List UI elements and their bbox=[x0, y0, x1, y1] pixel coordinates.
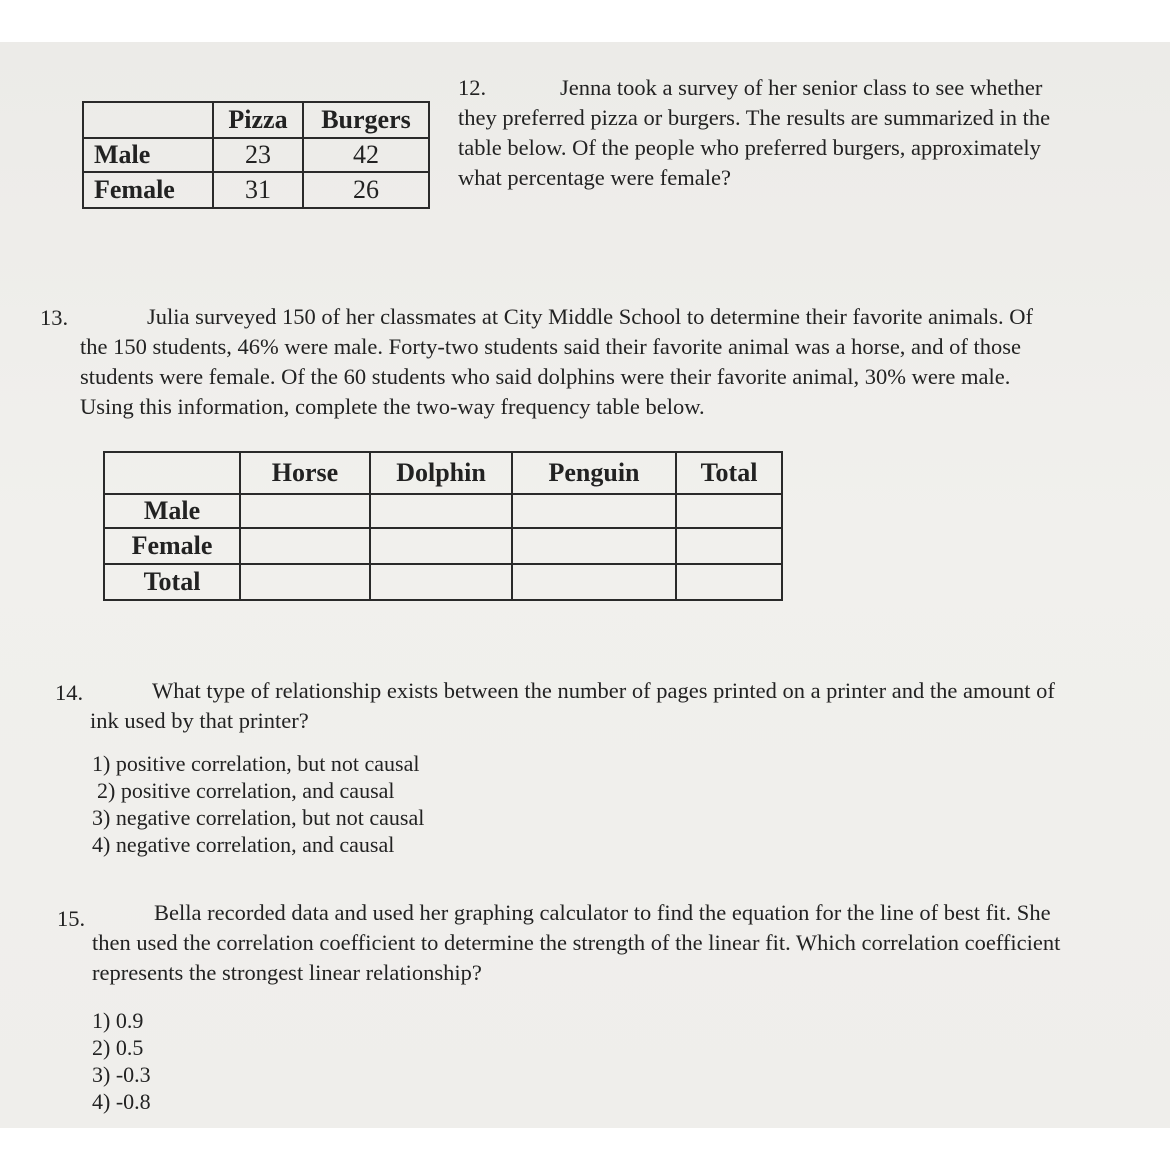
q12-line: what percentage were female? bbox=[458, 165, 731, 190]
q14-line: ink used by that printer? bbox=[90, 708, 309, 733]
q12-line: Jenna took a survey of her senior class to see whether bbox=[560, 75, 1043, 100]
q15-line: Bella recorded data and used her graphing calculator to find the equation for the line of best fit. She bbox=[154, 900, 1051, 925]
q13-line: the 150 students, 46% were male. Forty-two students said their favorite animal was a horse, and of those bbox=[80, 334, 1022, 359]
blank-cell[interactable] bbox=[676, 564, 782, 600]
q13-line: Using this information, complete the two-way frequency table below. bbox=[80, 394, 705, 419]
table-row bbox=[83, 102, 429, 138]
table-row bbox=[83, 138, 429, 172]
q12-number: 12. bbox=[458, 75, 487, 100]
animal-frequency-table bbox=[103, 451, 783, 601]
blank-cell[interactable] bbox=[676, 494, 782, 528]
row-label-male: Male bbox=[104, 494, 240, 528]
table-header-pizza: Pizza bbox=[213, 102, 303, 138]
q14-line: What type of relationship exists between the number of pages printed on a printer and the amount of bbox=[152, 678, 1055, 703]
cell-female-pizza: 31 bbox=[213, 172, 303, 208]
q12-table-wrap bbox=[82, 101, 430, 209]
table-row bbox=[104, 564, 782, 600]
table-header-blank bbox=[83, 102, 213, 138]
cell-male-burgers: 42 bbox=[303, 138, 429, 172]
q13-number: 13. bbox=[40, 305, 69, 330]
blank-cell[interactable] bbox=[512, 528, 676, 564]
cell-male-pizza: 23 bbox=[213, 138, 303, 172]
choice-1[interactable]: 1) 0.9 bbox=[92, 1008, 144, 1033]
table-header-penguin: Penguin bbox=[512, 452, 676, 494]
q15-text bbox=[92, 898, 1142, 988]
row-label-male: Male bbox=[83, 138, 213, 172]
choice-3[interactable]: 3) -0.3 bbox=[92, 1062, 151, 1087]
row-label-female: Female bbox=[83, 172, 213, 208]
cell-female-burgers: 26 bbox=[303, 172, 429, 208]
row-label-female: Female bbox=[104, 528, 240, 564]
q15-choices bbox=[92, 1007, 151, 1115]
table-row bbox=[104, 528, 782, 564]
blank-cell[interactable] bbox=[370, 528, 512, 564]
table-header-horse: Horse bbox=[240, 452, 370, 494]
q15-line: represents the strongest linear relationship? bbox=[92, 960, 482, 985]
blank-cell[interactable] bbox=[240, 564, 370, 600]
q12-text bbox=[458, 73, 1138, 193]
choice-4[interactable]: 4) negative correlation, and causal bbox=[92, 832, 395, 857]
q12-line: table below. Of the people who preferred burgers, approximately bbox=[458, 135, 1041, 160]
blank-cell[interactable] bbox=[240, 528, 370, 564]
q12-line: they preferred pizza or burgers. The results are summarized in the bbox=[458, 105, 1051, 130]
table-header-burgers: Burgers bbox=[303, 102, 429, 138]
q13-line: students were female. Of the 60 students who said dolphins were their favorite animal, 30% were male. bbox=[80, 364, 1011, 389]
blank-cell[interactable] bbox=[676, 528, 782, 564]
q15-number: 15. bbox=[57, 906, 86, 931]
choice-2[interactable]: 2) 0.5 bbox=[92, 1035, 144, 1060]
table-header-total: Total bbox=[676, 452, 782, 494]
blank-cell[interactable] bbox=[512, 564, 676, 600]
choice-2[interactable]: 2) positive correlation, and causal bbox=[97, 778, 395, 803]
q14-text bbox=[90, 676, 1140, 736]
table-row bbox=[104, 494, 782, 528]
q14-choices bbox=[92, 750, 424, 858]
choice-4[interactable]: 4) -0.8 bbox=[92, 1089, 151, 1114]
q13-table-wrap bbox=[103, 451, 783, 601]
choice-1[interactable]: 1) positive correlation, but not causal bbox=[92, 751, 420, 776]
table-header-blank bbox=[104, 452, 240, 494]
blank-cell[interactable] bbox=[512, 494, 676, 528]
blank-cell[interactable] bbox=[370, 494, 512, 528]
row-label-total: Total bbox=[104, 564, 240, 600]
table-row bbox=[104, 452, 782, 494]
pizza-burgers-table bbox=[82, 101, 430, 209]
blank-cell[interactable] bbox=[240, 494, 370, 528]
q13-line: Julia surveyed 150 of her classmates at City Middle School to determine their favorite animals. Of bbox=[147, 304, 1034, 329]
q14-number: 14. bbox=[55, 680, 84, 705]
blank-cell[interactable] bbox=[370, 564, 512, 600]
table-header-dolphin: Dolphin bbox=[370, 452, 512, 494]
q15-line: then used the correlation coefficient to determine the strength of the linear fit. Which correlation coefficient bbox=[92, 930, 1061, 955]
table-row bbox=[83, 172, 429, 208]
q13-text bbox=[80, 302, 1140, 422]
choice-3[interactable]: 3) negative correlation, but not causal bbox=[92, 805, 425, 830]
